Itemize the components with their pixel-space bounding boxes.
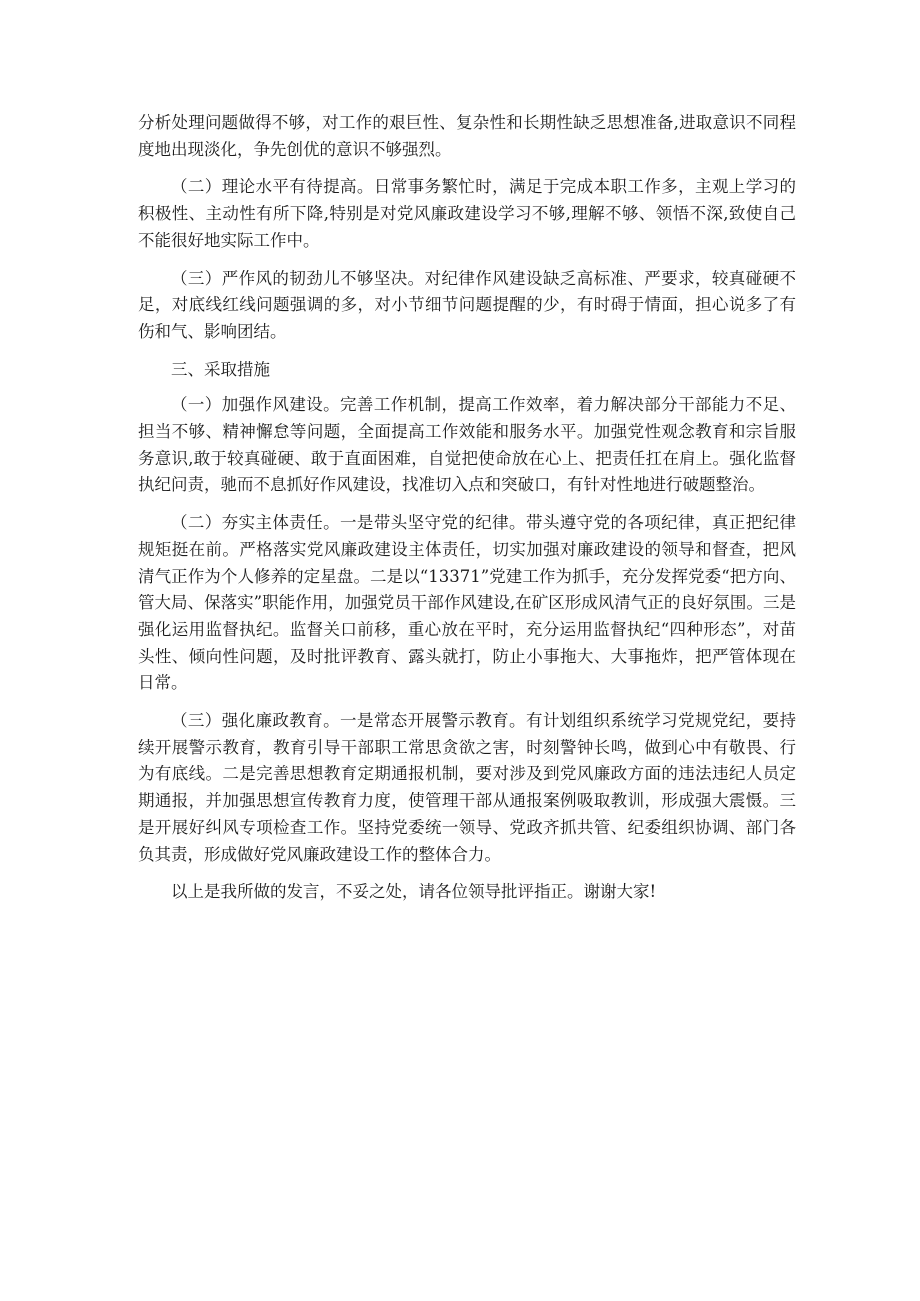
paragraph-continuation: 分析处理问题做得不够，对工作的艰巨性、复杂性和长期性缺乏思想准备,进取意识不同程度地出现淡化，争先创优的意识不够强烈。 [138, 113, 796, 159]
paragraph-measure-1: （一）加强作风建设。完善工作机制，提高工作效率，着力解决部分干部能力不足、担当不够、精神懈怠等问题，全面提高工作效能和服务水平。加强党性观念教育和宗旨服务意识,敢于较真碰硬、敢于直面困难，自觉把使命放在心上、把责任扛在肩上。强化监督执纪问责，驰而不息抓好作风建设，找准切入点和突破口，有针对性地进行破题整治。 [138, 395, 796, 495]
paragraph-theory-level: （二）理论水平有待提高。日常事务繁忙时，满足于完成本职工作多，主观上学习的积极性、主动性有所下降,特别是对党风廉政建设学习不够,理解不够、领悟不深,致使自己不能很好地实际工作中。 [138, 177, 796, 250]
paragraph-closing: 以上是我所做的发言，不妥之处，请各位领导批评指正。谢谢大家! [171, 882, 657, 902]
paragraph-measure-2: （二）夯实主体责任。一是带头坚守党的纪律。带头遵守党的各项纪律，真正把纪律规矩挺在前。严格落实党风廉政建设主体责任，切实加强对廉政建设的领导和督查，把风清气正作为个人修养的定星盘。二是以“13371”党建工作为抓手，充分发挥党委“把方向、管大局、保落实”职能作用，加强党员干部作风建设,在矿区形成风清气正的良好氛围。三是强化运用监督执纪。监督关口前移，重心放在平时，充分运用监督执纪“四种形态”，对苗头性、倾向性问题，及时批评教育、露头就打，防止小事拖大、大事拖炸，把严管体现在日常。 [138, 513, 796, 693]
section-heading-measures: 三、采取措施 [171, 359, 270, 379]
document-body [138, 110, 796, 917]
paragraph-measure-3: （三）强化廉政教育。一是常态开展警示教育。有计划组织系统学习党规党纪，要持续开展警示教育，教育引导干部职工常思贪欲之害，时刻警钟长鸣，做到心中有敬畏、行为有底线。二是完善思想教育定期通报机制，要对涉及到党风廉政方面的违法违纪人员定期通报，并加强思想宣传教育力度，使管理干部从通报案例吸取教训，形成强大震慑。三是开展好纠风专项检查工作。坚持党委统一领导、党政齐抓共管、纪委组织协调、部门各负其责，形成做好党风廉政建设工作的整体合力。 [138, 711, 796, 864]
paragraph-work-style: （三）严作风的韧劲儿不够坚决。对纪律作风建设缺乏高标准、严要求，较真碰硬不足，对底线红线问题强调的多，对小节细节问题提醒的少，有时碍于情面，担心说多了有伤和气、影响团结。 [138, 268, 796, 341]
